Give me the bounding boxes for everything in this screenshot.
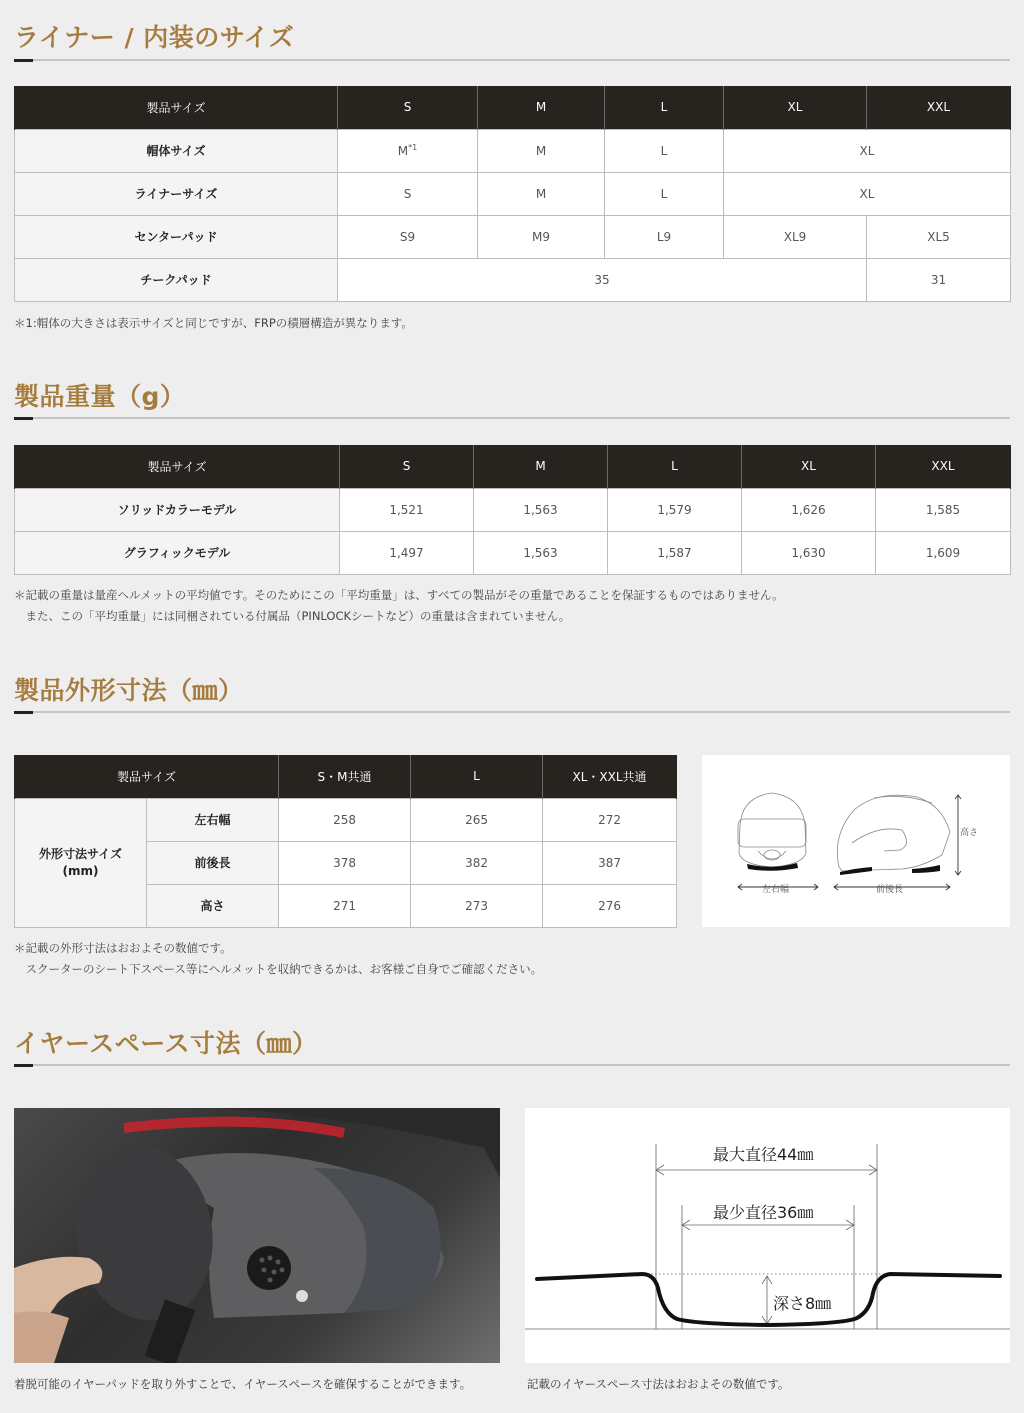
table-cell: XL [724,129,1011,172]
depth-label: 深さ8㎜ [773,1294,832,1313]
header-cell: S [340,445,474,488]
ear-pad-photo [14,1108,500,1363]
table-cell: $M^{*1}$ [338,129,478,172]
table-cell: S [338,172,478,215]
helmet-dimension-diagram [702,755,1010,927]
table-row [15,172,1011,215]
table-header-row [15,755,677,798]
row-label: 前後長 [147,841,279,884]
width-label: 左右幅 [762,885,790,895]
table-cell: 382 [411,841,543,884]
table-cell: 1,579 [608,488,742,531]
table-cell: M [478,129,605,172]
helmet-outline-icon [702,755,1010,927]
header-cell: XXL [867,86,1011,129]
table-cell: 265 [411,798,543,841]
row-label: グラフィックモデル [15,531,340,574]
footnote: スクーターのシート下スペース等にヘルメットを収納できるかは、お客様ご自身でご確認ください。 [14,962,543,976]
table-cell: 387 [543,841,677,884]
table-cell: XL9 [724,215,867,258]
group-label: 外形寸法サイズ (mm) [15,798,147,927]
table-cell: 35 [338,258,867,301]
table-header-row [15,445,1011,488]
table-cell: L [605,129,724,172]
header-cell: M [478,86,605,129]
table-cell: L9 [605,215,724,258]
length-label: 前後長 [876,885,904,895]
header-cell: 製品サイズ [15,445,340,488]
table-cell: 258 [279,798,411,841]
min-diameter-label: 最少直径36㎜ [713,1203,814,1222]
header-cell: S・M共通 [279,755,411,798]
dimensions-section-title: 製品外形寸法（㎜） [14,676,244,705]
table-row [15,531,1011,574]
table-cell: 1,585 [876,488,1011,531]
header-cell: XL・XXL共通 [543,755,677,798]
footnote: ＊1:帽体の大きさは表示サイズと同じですが、FRPの積層構造が異なります。 [14,316,413,330]
weight-table [14,445,1011,575]
table-cell: L [605,172,724,215]
footnote: ＊記載の重量は量産ヘルメットの平均値です。そのためにこの「平均重量」は、すべての製品がその重量であることを保証するものではありません。 [14,588,784,602]
table-cell: 31 [867,258,1011,301]
header-cell: M [474,445,608,488]
row-label: 帽体サイズ [15,129,338,172]
table-row [15,215,1011,258]
header-cell: S [338,86,478,129]
table-cell: M9 [478,215,605,258]
table-row [15,488,1011,531]
dimensions-table [14,755,677,928]
header-cell: XXL [876,445,1011,488]
table-cell: 1,587 [608,531,742,574]
row-label: センターパッド [15,215,338,258]
ear-space-diagram [525,1108,1010,1363]
row-label: ソリッドカラーモデル [15,488,340,531]
section-divider [14,417,1010,419]
section-divider [14,1064,1010,1066]
row-label: 高さ [147,884,279,927]
footnote: ＊記載の外形寸法はおおよその数値です。 [14,941,232,955]
table-cell: 273 [411,884,543,927]
table-cell: 1,609 [876,531,1011,574]
ear-space-section-title: イヤースペース寸法（㎜） [14,1029,318,1058]
table-cell: M [478,172,605,215]
table-row [15,258,1011,301]
max-diameter-label: 最大直径44㎜ [713,1145,814,1164]
section-divider [14,59,1010,61]
table-cell: 1,630 [742,531,876,574]
table-cell: XL5 [867,215,1011,258]
footnote-marker: *1 [408,143,418,152]
row-label: チークパッド [15,258,338,301]
table-row [15,129,1011,172]
liner-section-title: ライナー / 内装のサイズ [14,23,295,52]
header-cell: 製品サイズ [15,86,338,129]
table-cell: 1,497 [340,531,474,574]
table-cell: 1,626 [742,488,876,531]
ear-pad-photo-caption: 着脱可能のイヤーパッドを取り外すことで、イヤースペースを確保することができます。 [14,1377,472,1391]
table-cell: 271 [279,884,411,927]
row-label: 左右幅 [147,798,279,841]
table-cell: 1,563 [474,531,608,574]
header-cell: L [605,86,724,129]
footnote: また、この「平均重量」には同梱されている付属品（PINLOCKシートなど）の重量は含まれていません。 [14,609,571,623]
table-cell: 276 [543,884,677,927]
header-cell: XL [742,445,876,488]
table-cell: 378 [279,841,411,884]
table-cell: XL [724,172,1011,215]
height-label: 高さ [960,828,979,838]
section-divider [14,711,1010,713]
weight-section-title: 製品重量（g） [14,382,186,411]
liner-size-table [14,86,1011,302]
table-cell: S9 [338,215,478,258]
row-label: ライナーサイズ [15,172,338,215]
table-cell: 1,563 [474,488,608,531]
table-cell: 1,521 [340,488,474,531]
table-cell: 272 [543,798,677,841]
header-cell: XL [724,86,867,129]
header-cell: L [608,445,742,488]
table-row [15,798,677,841]
header-cell: 製品サイズ [15,755,279,798]
table-header-row [15,86,1011,129]
ear-space-diagram-caption: 記載のイヤースペース寸法はおおよその数値です。 [527,1377,790,1391]
header-cell: L [411,755,543,798]
